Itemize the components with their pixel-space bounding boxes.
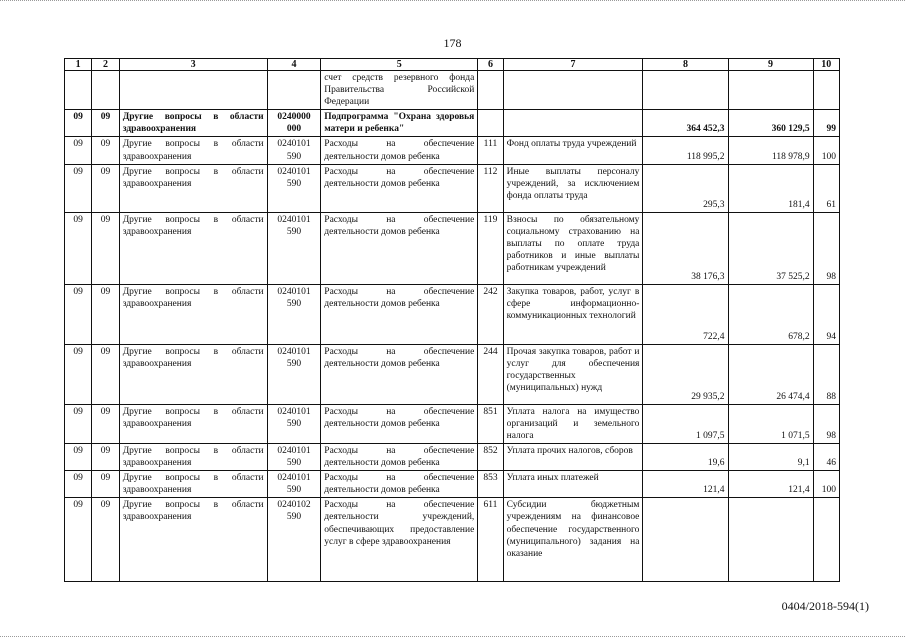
cell-subsection-code: 09 [92, 443, 119, 470]
cell-section-name: Другие вопросы в области здравоохранения [119, 137, 267, 164]
cell-planned-amount [643, 498, 728, 582]
cell-executed-amount: 118 978,9 [728, 137, 813, 164]
cell-subsection-code: 09 [92, 284, 119, 344]
cell-expense-type: 851 [478, 404, 503, 443]
cell-subsection-code: 09 [92, 498, 119, 582]
cell-planned-amount: 722,4 [643, 284, 728, 344]
cell-planned-amount: 38 176,3 [643, 212, 728, 284]
budget-table [64, 58, 840, 582]
cell-subsection-code: 09 [92, 212, 119, 284]
cell-expense-type-name [503, 110, 643, 137]
cell-expense-type: 853 [478, 471, 503, 498]
cell-target-article: 0240101 590 [267, 164, 321, 212]
cell-section-code: 09 [65, 404, 92, 443]
cell-expense-type-name: Субсидии бюджетным учреждениям на финансовое обеспечение государственного (муниципального) задания на оказание [503, 498, 643, 582]
table-row [65, 71, 840, 110]
column-header-6: 6 [478, 59, 503, 71]
cell-subsection-code: 09 [92, 344, 119, 404]
cell-execution-percent: 46 [813, 443, 839, 470]
cell-expense-type: 852 [478, 443, 503, 470]
cell-section-code: 09 [65, 164, 92, 212]
cell-section-code: 09 [65, 284, 92, 344]
page-edge-top [0, 0, 905, 3]
cell-expense-type: 112 [478, 164, 503, 212]
cell-section-name: Другие вопросы в области здравоохранения [119, 443, 267, 470]
cell-section-code: 09 [65, 137, 92, 164]
cell-section-name: Другие вопросы в области здравоохранения [119, 471, 267, 498]
table-row [65, 443, 840, 470]
page-edge-bottom [0, 636, 905, 637]
cell-subsection-code: 09 [92, 137, 119, 164]
cell-expense-description: Расходы на обеспечение деятельности домов ребенка [321, 164, 478, 212]
cell-subsection-code: 09 [92, 110, 119, 137]
cell-section-code: 09 [65, 110, 92, 137]
column-header-7: 7 [503, 59, 643, 71]
table-row [65, 110, 840, 137]
cell-executed-amount: 360 129,5 [728, 110, 813, 137]
cell-executed-amount [728, 71, 813, 110]
cell-expense-description: Расходы на обеспечение деятельности домов ребенка [321, 284, 478, 344]
cell-planned-amount: 1 097,5 [643, 404, 728, 443]
cell-target-article: 0240101 590 [267, 344, 321, 404]
cell-execution-percent: 88 [813, 344, 839, 404]
cell-section-name [119, 71, 267, 110]
cell-section-code: 09 [65, 212, 92, 284]
cell-expense-type: 244 [478, 344, 503, 404]
cell-section-name: Другие вопросы в области здравоохранения [119, 212, 267, 284]
cell-executed-amount: 678,2 [728, 284, 813, 344]
cell-execution-percent: 98 [813, 404, 839, 443]
document-code: 0404/2018-594(1) [781, 599, 869, 613]
cell-expense-description: Расходы на обеспечение деятельности домов ребенка [321, 471, 478, 498]
cell-expense-type-name: Фонд оплаты труда учреждений [503, 137, 643, 164]
column-header-9: 9 [728, 59, 813, 71]
column-header-3: 3 [119, 59, 267, 71]
table-row [65, 164, 840, 212]
cell-section-code: 09 [65, 344, 92, 404]
cell-target-article: 0240101 590 [267, 404, 321, 443]
cell-section-code: 09 [65, 443, 92, 470]
cell-expense-type: 119 [478, 212, 503, 284]
cell-execution-percent: 98 [813, 212, 839, 284]
cell-expense-description: Подпрограмма "Охрана здоровья матери и ребенка" [321, 110, 478, 137]
cell-subsection-code [92, 71, 119, 110]
cell-executed-amount: 1 071,5 [728, 404, 813, 443]
cell-target-article: 0240101 590 [267, 443, 321, 470]
cell-planned-amount: 364 452,3 [643, 110, 728, 137]
column-header-10: 10 [813, 59, 839, 71]
cell-expense-description: Расходы на обеспечение деятельности учреждений, обеспечивающих предоставление услуг в сфере здравоохранения [321, 498, 478, 582]
cell-section-code: 09 [65, 471, 92, 498]
cell-section-name: Другие вопросы в области здравоохранения [119, 110, 267, 137]
cell-target-article: 0240102 590 [267, 498, 321, 582]
cell-target-article [267, 71, 321, 110]
cell-execution-percent: 94 [813, 284, 839, 344]
cell-expense-type-name: Взносы по обязательному социальному страхованию на выплаты по оплате труда работников и иные выплаты работникам учреждений [503, 212, 643, 284]
table-header [65, 59, 840, 71]
table-row [65, 471, 840, 498]
cell-expense-type [478, 71, 503, 110]
cell-target-article: 0240101 590 [267, 137, 321, 164]
cell-expense-description: счет средств резервного фонда Правительства Российской Федерации [321, 71, 478, 110]
cell-target-article: 0240101 590 [267, 284, 321, 344]
cell-expense-type [478, 110, 503, 137]
cell-execution-percent [813, 71, 839, 110]
cell-subsection-code: 09 [92, 164, 119, 212]
cell-section-name: Другие вопросы в области здравоохранения [119, 344, 267, 404]
cell-expense-description: Расходы на обеспечение деятельности домов ребенка [321, 404, 478, 443]
cell-expense-type-name: Уплата иных платежей [503, 471, 643, 498]
cell-expense-type-name: Закупка товаров, работ, услуг в сфере информационно-коммуникационных технологий [503, 284, 643, 344]
cell-executed-amount [728, 498, 813, 582]
cell-target-article: 0240101 590 [267, 212, 321, 284]
cell-expense-type: 242 [478, 284, 503, 344]
cell-planned-amount [643, 71, 728, 110]
cell-expense-type: 111 [478, 137, 503, 164]
cell-expense-description: Расходы на обеспечение деятельности домов ребенка [321, 344, 478, 404]
cell-target-article: 0240101 590 [267, 471, 321, 498]
cell-expense-type-name [503, 71, 643, 110]
cell-execution-percent: 99 [813, 110, 839, 137]
cell-executed-amount: 37 525,2 [728, 212, 813, 284]
column-header-1: 1 [65, 59, 92, 71]
cell-planned-amount: 19,6 [643, 443, 728, 470]
cell-executed-amount: 121,4 [728, 471, 813, 498]
cell-planned-amount: 29 935,2 [643, 344, 728, 404]
header-row [65, 59, 840, 71]
cell-execution-percent: 61 [813, 164, 839, 212]
column-header-2: 2 [92, 59, 119, 71]
cell-section-code [65, 71, 92, 110]
cell-expense-description: Расходы на обеспечение деятельности домов ребенка [321, 212, 478, 284]
cell-expense-type-name: Прочая закупка товаров, работ и услуг для обеспечения государственных (муниципальных) нужд [503, 344, 643, 404]
cell-section-name: Другие вопросы в области здравоохранения [119, 284, 267, 344]
column-header-4: 4 [267, 59, 321, 71]
cell-section-code: 09 [65, 498, 92, 582]
table-row [65, 404, 840, 443]
cell-section-name: Другие вопросы в области здравоохранения [119, 498, 267, 582]
table-body [65, 71, 840, 582]
table-row [65, 344, 840, 404]
cell-execution-percent [813, 498, 839, 582]
cell-subsection-code: 09 [92, 471, 119, 498]
cell-expense-type-name: Иные выплаты персоналу учреждений, за исключением фонда оплаты труда [503, 164, 643, 212]
cell-execution-percent: 100 [813, 471, 839, 498]
cell-expense-description: Расходы на обеспечение деятельности домов ребенка [321, 137, 478, 164]
cell-subsection-code: 09 [92, 404, 119, 443]
cell-execution-percent: 100 [813, 137, 839, 164]
cell-target-article: 0240000 000 [267, 110, 321, 137]
cell-executed-amount: 9,1 [728, 443, 813, 470]
column-header-8: 8 [643, 59, 728, 71]
table-row [65, 498, 840, 582]
table-row [65, 284, 840, 344]
page-number: 178 [443, 36, 462, 50]
cell-expense-type-name: Уплата налога на имущество организаций и земельного налога [503, 404, 643, 443]
cell-executed-amount: 26 474,4 [728, 344, 813, 404]
cell-section-name: Другие вопросы в области здравоохранения [119, 164, 267, 212]
cell-expense-type: 611 [478, 498, 503, 582]
cell-expense-type-name: Уплата прочих налогов, сборов [503, 443, 643, 470]
table-row [65, 137, 840, 164]
column-header-5: 5 [321, 59, 478, 71]
cell-expense-description: Расходы на обеспечение деятельности домов ребенка [321, 443, 478, 470]
cell-section-name: Другие вопросы в области здравоохранения [119, 404, 267, 443]
table-row [65, 212, 840, 284]
cell-planned-amount: 295,3 [643, 164, 728, 212]
cell-executed-amount: 181,4 [728, 164, 813, 212]
cell-planned-amount: 118 995,2 [643, 137, 728, 164]
cell-planned-amount: 121,4 [643, 471, 728, 498]
